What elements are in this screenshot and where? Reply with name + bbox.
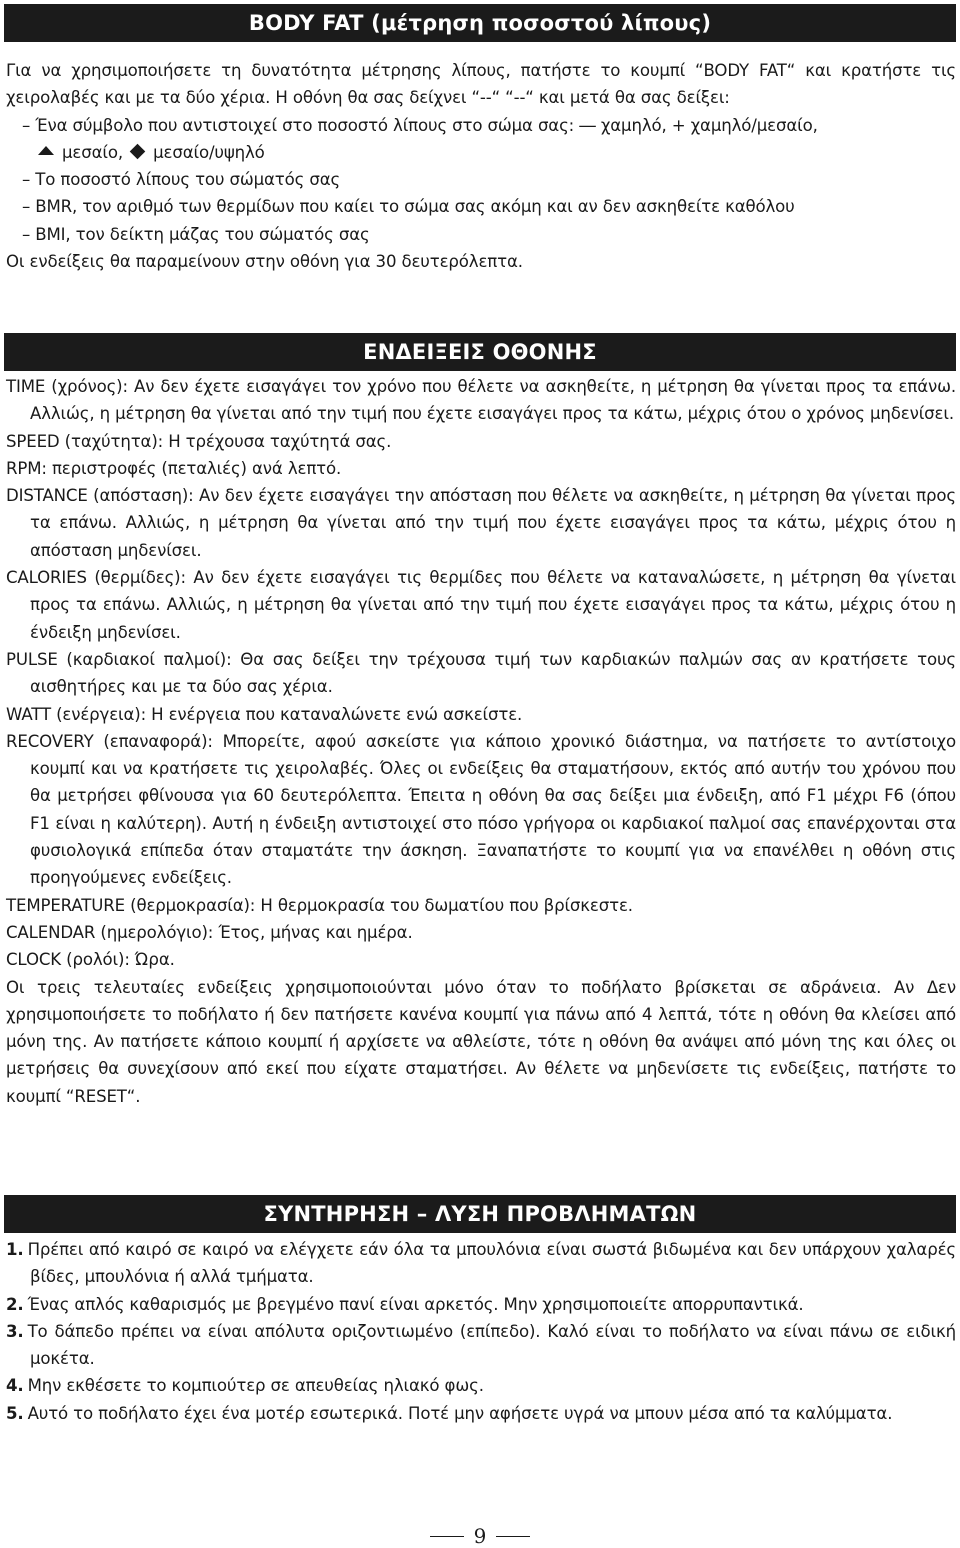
body-fat-item: – Ένα σύμβολο που αντιστοιχεί στο ποσοστό λίπους στο σώμα σας: ― χαμηλό, + χαμηλό/μεσαίο, [22,115,818,135]
medium-label: μεσαίο, [62,142,123,162]
display-indications-section [6,373,956,1110]
item-number: 2. [6,1294,24,1314]
triangle-up-icon [38,146,54,155]
body-fat-item: – BMR, τον αριθμό των θερμίδων που καίει το σώμα σας ακόμη και αν δεν ασκηθείτε καθόλου [22,197,795,217]
item-text: Το δάπεδο πρέπει να είναι απόλυτα οριζοντιωμένο (επίπεδο). Καλό είναι το ποδήλατο να είναι πάνω σε ειδική μοκέτα. [27,1321,956,1369]
page-footer [0,1524,960,1548]
indication-entry: CALENDAR (ημερολόγιο): Έτος, μήνας και ημέρα. [6,922,413,942]
item-number: 1. [6,1240,24,1259]
maintenance-item [6,1291,956,1318]
indication-entry: RECOVERY (επαναφορά): Μπορείτε, αφού ασκείστε για κάποιο χρονικό διάστημα, να πατήσετε το αντίστοιχο κουμπί και να κρατήσετε τις χειρολαβές. Όλες οι ενδείξεις θα σταματήσουν, εκτός από αυτήν του χρόνου που θα μετρήσει φθίνουσα για 60 δευτερόλεπτα. Έπειτα η οθόνη θα σας δείξει μια ένδειξη, από F1 μέχρι F6 (όπου F1 είναι η καλύτερη). Αυτή η ένδειξη αντιστοιχεί στο πόσο γρήγορα οι καρδιακοί παλμοί σας επανέρχονται στα φυσιολογικά επίπεδα όταν σταματάτε την άσκηση. Ξαναπατήστε το κουμπί για να επανέλθει η οθόνη στις προηγούμενες ενδείξεις. [6,731,956,888]
body-fat-heading-text: BODY FAT (μέτρηση ποσοστού λίπους) [248,11,712,35]
maintenance-section [6,1236,956,1427]
indication-entry: CLOCK (ρολόι): Ώρα. [6,950,175,970]
body-fat-section [6,57,956,275]
item-number: 4. [6,1376,24,1396]
body-fat-item: – BMI, τον δείκτη μάζας του σώματός σας [22,224,370,244]
indication-entry: DISTANCE (απόσταση): Αν δεν έχετε εισαγάγει την απόσταση που θέλετε να ασκηθείτε, η μέτρηση θα γίνεται προς τα επάνω. Αλλιώς, η μέτρηση θα γίνεται από την τιμή που έχετε εισαγάγει προς τα κάτω, μέχρις ότου η απόσταση μηδενίσει. [6,486,956,560]
footer-rule-right [496,1536,530,1537]
item-number: 5. [6,1403,24,1423]
body-fat-heading [4,4,956,42]
indication-entry: WATT (ενέργεια): Η ενέργεια που καταναλώνετε ενώ ασκείστε. [6,704,523,724]
maintenance-item [6,1318,956,1373]
body-fat-intro: Για να χρησιμοποιήσετε τη δυνατότητα μέτρησης λίπους, πατήστε το κουμπί “BODY FAT“ και κρατήστε τις χειρολαβές και με τα δύο χέρια. Η οθόνη θα σας δείχνει “--“ “--“ και μετά θα σας δείξει: [6,61,956,108]
item-number: 3. [6,1321,24,1341]
indication-entry: PULSE (καρδιακοί παλμοί): Θα σας δείξει την τρέχουσα τιμή των καρδιακών παλμών σας αν κρατήσετε τους αισθητήρες και με τα δύο σας χέρια. [6,649,956,697]
medium-high-label: μεσαίο/υψηλό [153,142,265,162]
footer-rule-left [430,1536,464,1537]
display-indications-heading [4,333,956,371]
indication-entry: CALORIES (θερμίδες): Αν δεν έχετε εισαγάγει τις θερμίδες που θέλετε να καταναλώσετε, η μέτρηση θα γίνεται προς τα επάνω. Αλλιώς, η μέτρηση θα γίνεται από την τιμή που έχετε εισαγάγει προς τα κάτω, μέχρις ότου η ένδειξη μηδενίσει. [6,568,956,642]
indication-entry: TIME (χρόνος): Αν δεν έχετε εισαγάγει τον χρόνο που θέλετε να ασκηθείτε, η μέτρηση θα γίνεται προς τα επάνω. Αλλιώς, η μέτρηση θα γίνεται από την τιμή που έχετε εισαγάγει προς τα κάτω, μέχρις ότου ο χρόνος μηδενίσει. [6,377,956,424]
page-number: 9 [473,1524,487,1548]
body-fat-symbol-line [6,139,956,166]
item-text: Ένας απλός καθαρισμός με βρεγμένο πανί είναι αρκετός. Μην χρησιμοποιείτε απορρυπαντικά. [27,1294,804,1314]
maintenance-item [6,1372,956,1399]
indication-entry: TEMPERATURE (θερμοκρασία): Η θερμοκρασία του δωματίου που βρίσκεστε. [6,895,633,915]
indication-closing: Οι τρεις τελευταίες ενδείξεις χρησιμοποιούνται μόνο όταν το ποδήλατο βρίσκεται σε αδράνεια. Αν Δεν χρησιμοποιήσετε το ποδήλατο ή δεν πατήσετε κανένα κουμπί για πάνω από 4 λεπτά, τότε η οθόνη θα κλείσει από μόνη της. Αν πατήσετε κάποιο κουμπί ή αρχίσετε να αθλείστε, τότε η οθόνη θα ανάψει από μόνη της και όλες οι μετρήσεις θα συνεχίσουν από εκεί που είχατε σταματήσει. Αν θέλετε να μηδενίσετε τις ενδείξεις, πατήστε το κουμπί “RESET“. [6,977,956,1106]
item-text: Μην εκθέσετε το κομπιούτερ σε απευθείας ηλιακό φως. [27,1376,484,1396]
body-fat-outro: Οι ενδείξεις θα παραμείνουν στην οθόνη για 30 δευτερόλεπτα. [6,252,523,272]
indication-entry: RPM: περιστροφές (πεταλιές) ανά λεπτό. [6,458,342,478]
body-fat-item: – Το ποσοστό λίπους του σώματός σας [22,170,341,190]
item-text: Αυτό το ποδήλατο έχει ένα μοτέρ εσωτερικά. Ποτέ μην αφήσετε υγρά να μπουν μέσα από τα καλύμματα. [27,1403,893,1423]
maintenance-item [6,1400,956,1427]
display-indications-heading-text: ΕΝΔΕΙΞΕΙΣ ΟΘΟΝΗΣ [363,340,597,364]
diamond-icon [130,144,146,160]
maintenance-heading-text: ΣΥΝΤΗΡΗΣΗ – ΛΥΣΗ ΠΡΟΒΛΗΜΑΤΩΝ [263,1202,697,1226]
maintenance-heading [4,1195,956,1233]
item-text: Πρέπει από καιρό σε καιρό να ελέγχετε εάν όλα τα μπουλόνια είναι σωστά βιδωμένα και δεν υπάρχουν χαλαρές βίδες, μπουλόνια ή αλλά τμήματα. [27,1240,956,1287]
indication-entry: SPEED (ταχύτητα): Η τρέχουσα ταχύτητά σας. [6,431,392,451]
maintenance-item [6,1236,956,1291]
